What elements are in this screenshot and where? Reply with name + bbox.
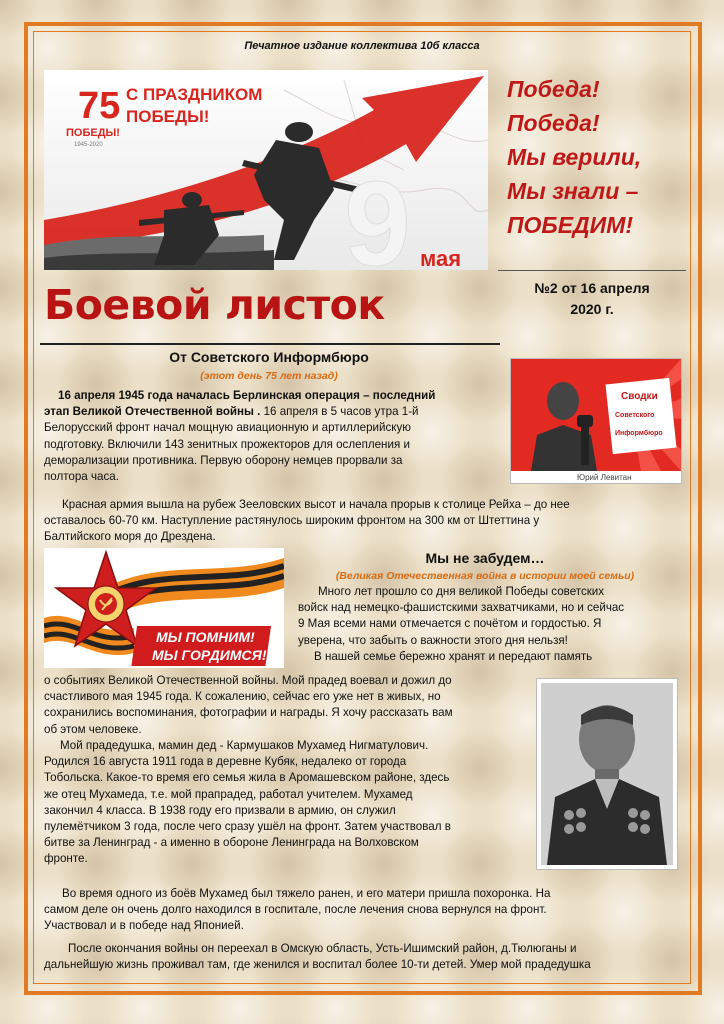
badge-word: ПОБЕДЫ! bbox=[66, 127, 120, 139]
article1-para2 bbox=[44, 497, 684, 546]
emblem-art bbox=[44, 548, 284, 668]
title-divider bbox=[40, 343, 500, 345]
issue-year: 2020 г. bbox=[570, 301, 614, 317]
article2-line: После окончания войны он переехал в Омскую область, Усть-Ишимский район, д.Тюлюганы и bbox=[68, 942, 577, 955]
date-word: мая bbox=[420, 246, 462, 270]
newsletter-title: Боевой листок bbox=[44, 281, 385, 329]
poem-line: ПОБЕДИМ! bbox=[507, 212, 634, 238]
article2-para1 bbox=[298, 584, 682, 665]
article2-subtitle: (Великая Отечественная война в истории моей семьи) bbox=[335, 570, 635, 582]
article2-line: В нашей семье бережно хранят и передают память bbox=[314, 649, 593, 663]
sign-word: Сводки bbox=[621, 391, 658, 402]
sign-word: Информбюро bbox=[615, 430, 663, 437]
badge-years: 1945-2020 bbox=[74, 142, 103, 148]
article2-line: Тобольска. Какое-то время его семья жила в Аромашевском районе, здесь bbox=[44, 771, 450, 785]
greeting-line2: ПОБЕДЫ! bbox=[126, 107, 210, 126]
article2-line: о событиях Великой Отечественной войны. Мой прадед воевал и дожил до bbox=[44, 674, 452, 687]
greeting-line1: С ПРАЗДНИКОМ bbox=[126, 85, 263, 104]
article2-para2 bbox=[44, 673, 530, 738]
victory-poem bbox=[507, 72, 687, 242]
article1-title: От Советского Информбюро bbox=[169, 349, 369, 365]
article2-line: Много лет прошло со дня великой Победы советских bbox=[318, 585, 605, 598]
levitan-photo-art bbox=[511, 359, 681, 483]
badge-number: 75 bbox=[78, 85, 121, 127]
article2-line: об этом человеке. bbox=[44, 722, 142, 736]
article1-mixed-line bbox=[44, 404, 504, 420]
article1-line: подготовку. Включили 143 зенитных прожекторов для ослепления и bbox=[44, 437, 410, 451]
issue-number: №2 от 16 апреля bbox=[534, 280, 650, 296]
article1-para1 bbox=[44, 388, 504, 485]
article2-line: же отец Мухамеда, т.е. мой прапрадед, работал учителем. Мухамед bbox=[44, 787, 413, 801]
article2-para3 bbox=[44, 738, 530, 868]
article2-line: самом деле он очень долго находился в госпитале, после лечения снова вернулся на фронт. bbox=[44, 903, 547, 917]
article2-line: Во время одного из боёв Мухамед был тяжело ранен, и его матери пришла похоронка. На bbox=[62, 887, 551, 900]
article2-line: войск над немецко-фашистскими захватчиками, но и сейчас bbox=[298, 601, 625, 615]
poem-line: Победа! bbox=[507, 76, 600, 102]
veteran-photo bbox=[536, 678, 678, 870]
publisher-line: Печатное издание коллектива 10б класса bbox=[244, 40, 480, 52]
article2-line: пулемётчиком 3 года, после чего сразу ушёл на фронт. Затем участвовал в bbox=[44, 820, 451, 834]
poem-line: Мы знали – bbox=[507, 178, 639, 204]
article2-para4 bbox=[44, 886, 684, 935]
article2-line: Родился 16 августа 1911 года в деревне Кубяк, недалеко от города bbox=[44, 755, 407, 769]
article1-subtitle: (этот день 75 лет назад) bbox=[200, 370, 338, 382]
article2-line: Участвовал и в победе над Японией. bbox=[44, 919, 244, 933]
issue-divider bbox=[498, 270, 686, 271]
article1-line: оставалось 60-70 км. Наступление растянулось широким фронтом на 300 км от Штеттина у bbox=[44, 514, 540, 528]
article1-line: Красная армия вышла на рубеж Зееловских высот и начала прорыв к столице Рейха – до нее bbox=[62, 498, 570, 511]
poem-line: Победа! bbox=[507, 110, 600, 136]
sign-word: Советского bbox=[615, 412, 655, 419]
date-number: 9 bbox=[344, 157, 411, 270]
article2-line: фронте. bbox=[44, 852, 88, 866]
article2-para5 bbox=[44, 941, 684, 973]
article1-bold-line: 16 апреля 1945 года началась Берлинская операция – последний bbox=[58, 389, 436, 402]
article2-line: счастливого мая 1945 года. К сожалению, сейчас его уже нет в живых, но bbox=[44, 690, 441, 704]
photo-caption: Юрий Левитан bbox=[577, 473, 632, 482]
article1-line: Белорусский фронт начал мощную авиационную и артиллерийскую bbox=[44, 421, 411, 435]
issue-info bbox=[498, 278, 686, 320]
article1-bold-fragment: этап Великой Отечественной войны . bbox=[44, 405, 261, 419]
veteran-photo-art bbox=[537, 679, 677, 869]
article2-line: дальнейшую жизнь проживал там, где женился и воспитал более 10-ти детей. Умер мой прадедушка bbox=[44, 958, 591, 972]
levitan-photo bbox=[510, 358, 682, 484]
emblem-line2: МЫ ГОРДИМСЯ! bbox=[152, 647, 267, 663]
article1-line: деморализации противника. Первую оборону немцев прорвали за bbox=[44, 453, 403, 467]
article1-rest-fragment: 16 апреля в 5 часов утра 1-й bbox=[260, 405, 419, 419]
emblem-line1: МЫ ПОМНИМ! bbox=[156, 629, 255, 645]
article1-line: Балтийского моря до Дрездена. bbox=[44, 530, 216, 544]
victory-day-banner bbox=[44, 70, 488, 270]
article2-title: Мы не забудем… bbox=[425, 550, 545, 566]
banner-art bbox=[44, 70, 488, 270]
article1-line: полтора часа. bbox=[44, 470, 119, 484]
article2-line: битве за Ленинград - а именно в обороне Ленинграда на Волховском bbox=[44, 836, 419, 850]
article2-line: сохранились воспоминания, фотографии и награды. Я хочу рассказать вам bbox=[44, 706, 453, 720]
article2-line: Мой прадедушка, мамин дед - Кармушаков Мухамед Нигматулович. bbox=[60, 739, 429, 752]
article2-line: уверена, что забыть о важности этого дня нельзя! bbox=[298, 633, 568, 647]
remember-emblem bbox=[44, 548, 284, 668]
poem-line: Мы верили, bbox=[507, 144, 642, 170]
article2-line: закончил 4 класса. В 1938 году его призвали в армию, он служил bbox=[44, 803, 396, 817]
article2-line: 9 Мая всеми нами отмечается с почётом и гордостью. Я bbox=[298, 617, 602, 631]
